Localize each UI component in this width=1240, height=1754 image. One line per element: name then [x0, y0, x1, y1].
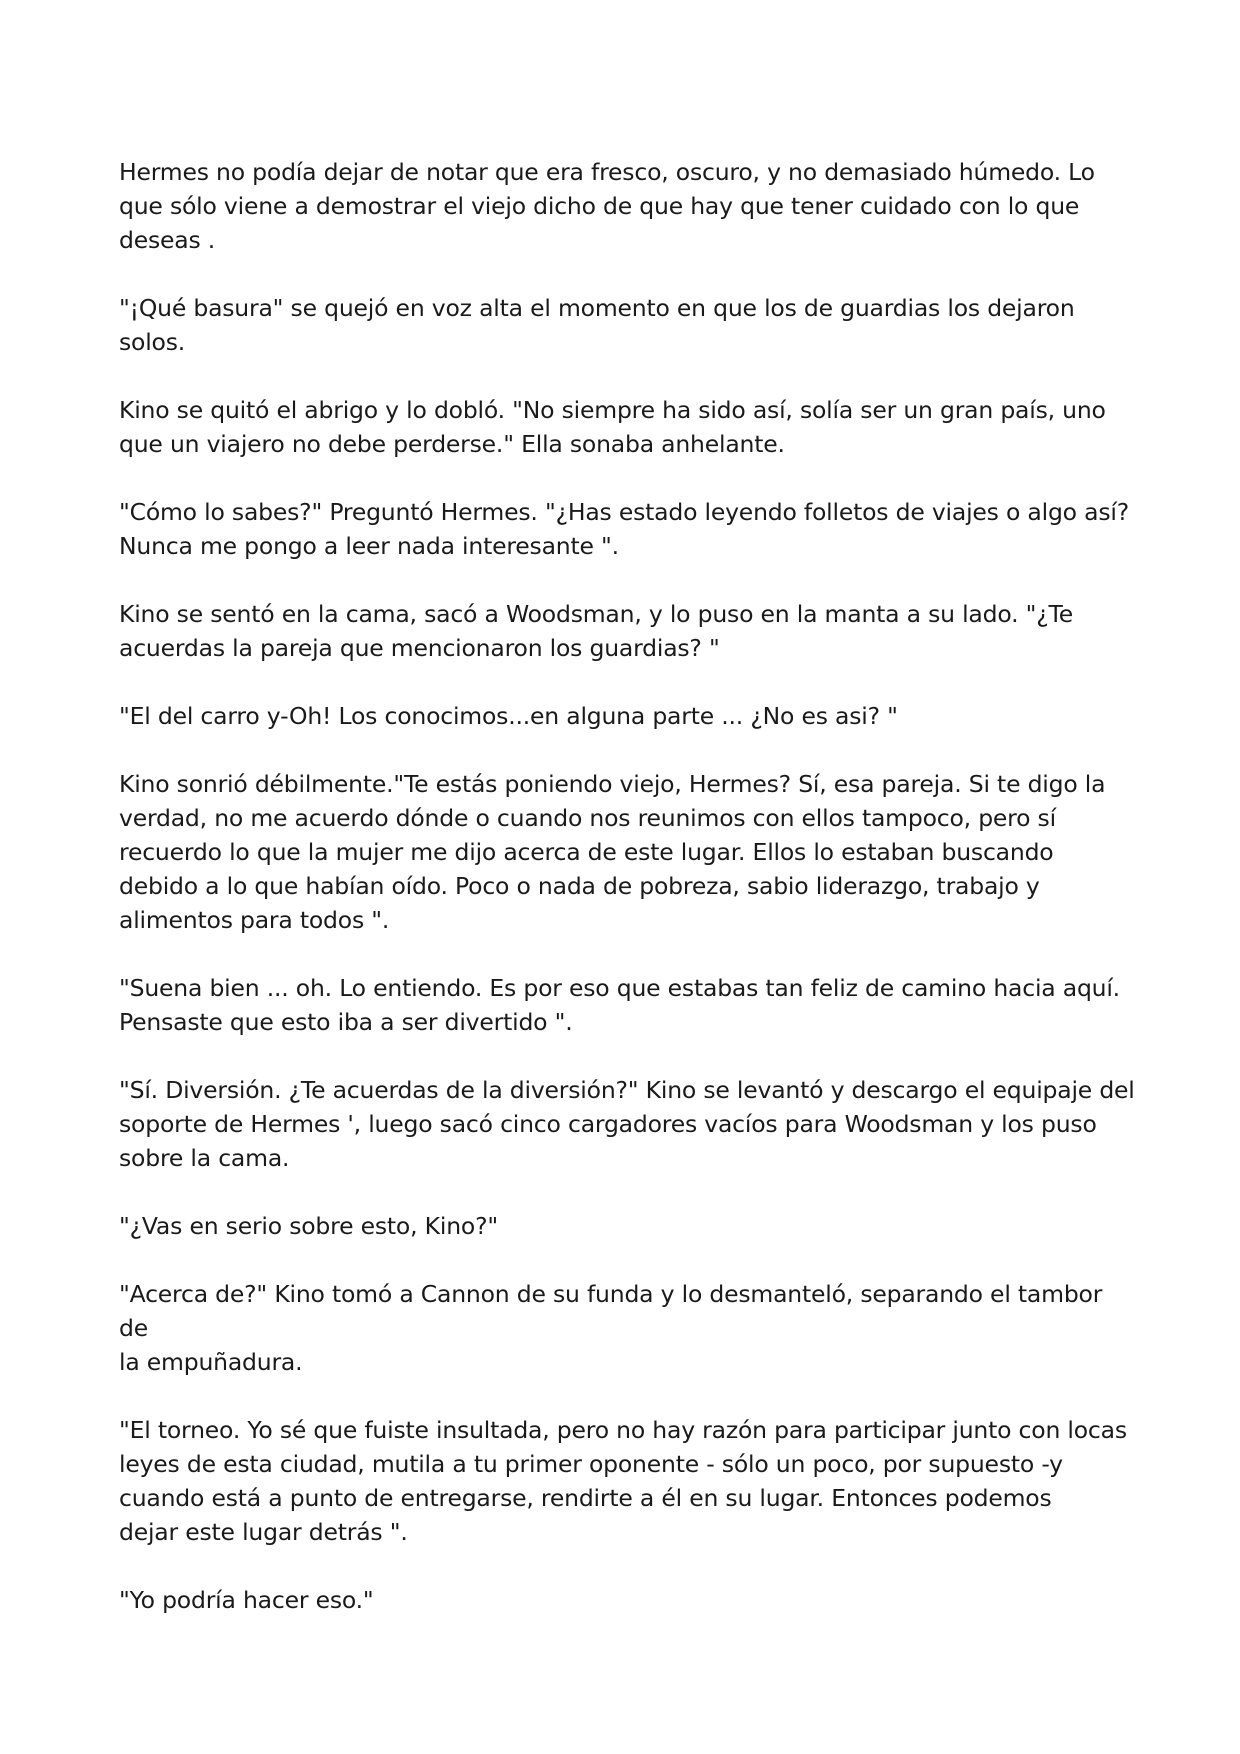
paragraph-1: Hermes no podía dejar de notar que era fresco, oscuro, y no demasiado húmedo. Lo que sólo viene a demostrar el viejo dicho de que hay que tener cuidado con lo que deseas . — [119, 158, 1095, 254]
paragraph-3: Kino se quitó el abrigo y lo dobló. "No siempre ha sido así, solía ser un gran país, uno que un viajero no debe perderse." Ella sonaba anhelante. — [119, 396, 1106, 458]
paragraph-13: "Yo podría hacer eso." — [119, 1586, 374, 1614]
document-page — [119, 155, 1139, 1651]
paragraph-5: Kino se sentó en la cama, sacó a Woodsman, y lo puso en la manta a su lado. "¿Te acuerdas la pareja que mencionaron los guardias? " — [119, 600, 1073, 662]
paragraph-12: "El torneo. Yo sé que fuiste insultada, pero no hay razón para participar junto con locas leyes de esta ciudad, mutila a tu primer oponente - sólo un poco, por supuesto -y cuando está a punto de entregarse, rendirte a él en su lugar. Entonces podemos dejar este lugar detrás ". — [119, 1416, 1127, 1546]
paragraph-6: "El del carro y-Oh! Los conocimos...en alguna parte ... ¿No es asi? " — [119, 702, 898, 730]
paragraph-8: "Suena bien ... oh. Lo entiendo. Es por eso que estabas tan feliz de camino hacia aquí. Pensaste que esto iba a ser divertido ". — [119, 974, 1120, 1036]
paragraph-4: "Cómo lo sabes?" Preguntó Hermes. "¿Has estado leyendo folletos de viajes o algo así? Nunca me pongo a leer nada interesante ". — [119, 498, 1129, 560]
paragraph-2: "¡Qué basura" se quejó en voz alta el momento en que los de guardias los dejaron solos. — [119, 294, 1075, 356]
paragraph-10: "¿Vas en serio sobre esto, Kino?" — [119, 1212, 498, 1240]
paragraph-9: "Sí. Diversión. ¿Te acuerdas de la diversión?" Kino se levantó y descargo el equipaje del soporte de Hermes ', luego sacó cinco cargadores vacíos para Woodsman y los puso sobre la cama. — [119, 1076, 1135, 1172]
paragraph-11: "Acerca de?" Kino tomó a Cannon de su funda y lo desmanteló, separando el tambor de la empuñadura. — [119, 1280, 1103, 1376]
paragraph-7: Kino sonrió débilmente."Te estás poniendo viejo, Hermes? Sí, esa pareja. Si te digo la verdad, no me acuerdo dónde o cuando nos reunimos con ellos tampoco, pero sí recuerdo lo que la mujer me dijo acerca de este lugar. Ellos lo estaban buscando debido a lo que habían oído. Poco o nada de pobreza, sabio liderazgo, trabajo y alimentos para todos ". — [119, 770, 1106, 934]
